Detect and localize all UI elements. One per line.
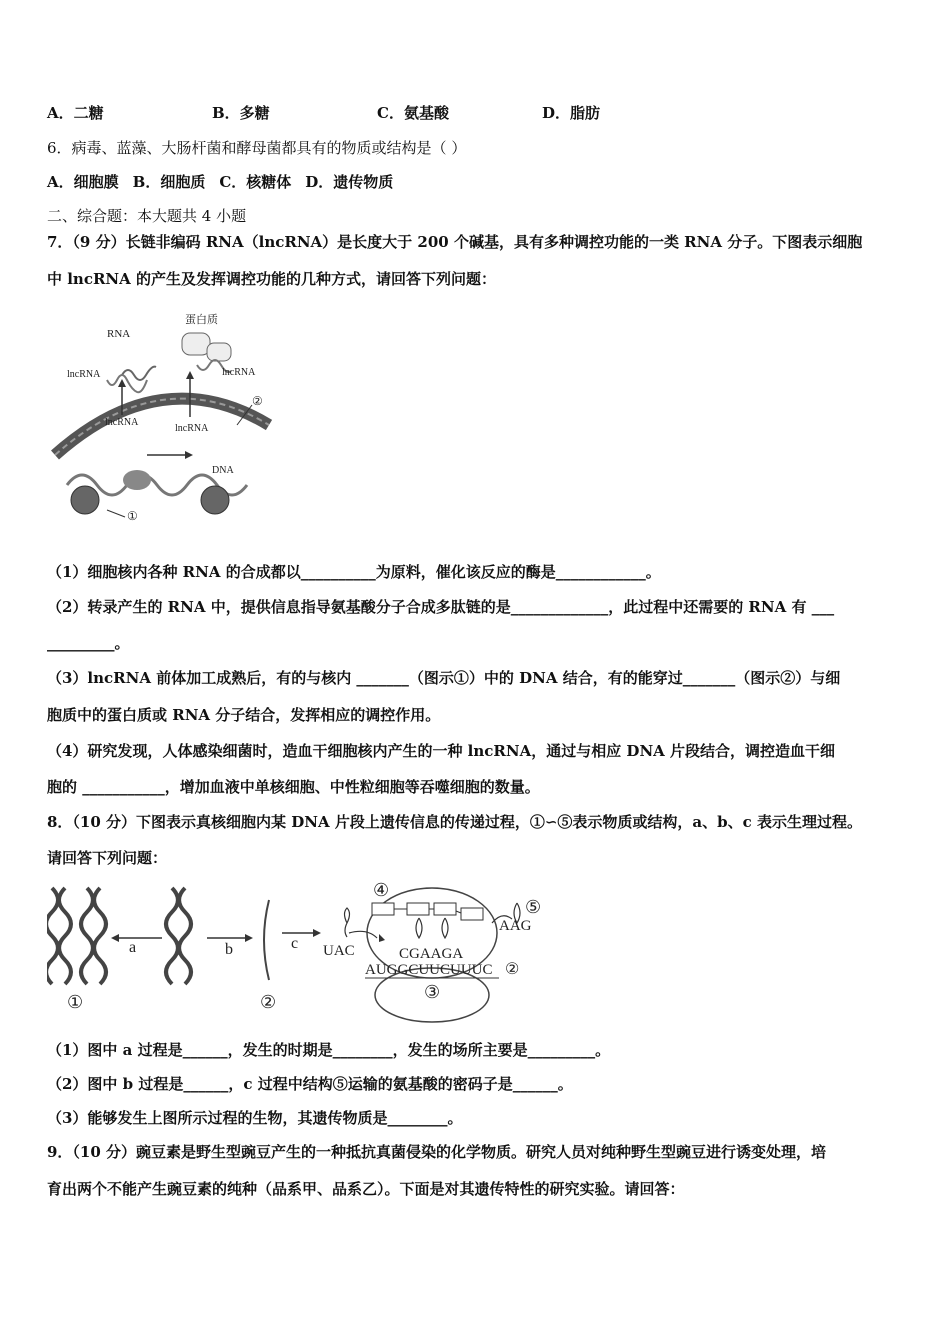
q7-sub4-line1: （4）研究发现，人体感染细菌时，造血干细胞核内产生的一种 lncRNA，通过与相应 DNA 片段结合，调控造血干细 — [47, 742, 836, 760]
label-rna: RNA — [107, 328, 131, 340]
q6-option-b: B．细胞质 — [132, 173, 206, 191]
q5-options — [47, 102, 600, 123]
option-d: D．脂肪 — [542, 104, 601, 122]
protein-shape — [182, 333, 210, 355]
label-a: a — [129, 939, 137, 956]
label-mark-1: ① — [67, 992, 84, 1012]
label-mark-1: ① — [127, 509, 138, 523]
label-mark-4: ④ — [373, 880, 390, 900]
label-aag: AAG — [499, 918, 532, 934]
label-mark-5: ⑤ — [525, 897, 542, 917]
label-lncrna-right: lncRNA — [222, 367, 256, 378]
q7-stem-line1: 7．（9 分）长链非编码 RNA（lncRNA）是长度大于 200 个碱基，具有多种调控功能的一类 RNA 分子。下图表示细胞 — [47, 233, 863, 251]
nuclear-envelope — [55, 399, 269, 455]
label-lncrna-mid2: lncRNA — [175, 423, 209, 434]
label-dna: DNA — [212, 465, 234, 476]
gene-expression-figure — [47, 878, 557, 1028]
q6-option-d: D．遗传物质 — [305, 173, 394, 191]
q6-option-a: A．细胞膜 — [47, 173, 119, 191]
lncrna-figure — [47, 305, 277, 525]
q8-sub2: （2）图中 b 过程是______，c 过程中结构⑤运输的氨基酸的密码子是______。 — [47, 1075, 573, 1093]
option-a: A．二糖 — [47, 104, 104, 122]
option-c: C．氨基酸 — [377, 104, 449, 122]
q8-sub1: （1）图中 a 过程是______，发生的时期是________，发生的场所主要是_________。 — [47, 1041, 611, 1059]
q6-stem: 6．病毒、蓝藻、大肠杆菌和酵母菌都具有的物质或结构是（ ） — [47, 139, 467, 157]
label-mark-2: ② — [252, 394, 263, 408]
nucleosome-left — [71, 486, 99, 514]
label-mark-2-left: ② — [260, 992, 277, 1012]
q9-stem-line1: 9．（10 分）豌豆素是野生型豌豆产生的一种抵抗真菌侵染的化学物质。研究人员对纯种野生型豌豆进行诱变处理，培 — [47, 1143, 827, 1161]
q7-sub1: （1）细胞核内各种 RNA 的合成都以__________为原料，催化该反应的酶是____________。 — [47, 563, 661, 581]
q7-sub4-line2: 胞的 ___________，增加血液中单核细胞、中性粒细胞等吞噬细胞的数量。 — [47, 778, 540, 796]
label-b: b — [225, 941, 233, 958]
mrna-strand — [264, 900, 269, 980]
q9-stem-line2: 育出两个不能产生豌豆素的纯种（品系甲、品系乙）。下面是对其遗传特性的研究实验。请回答： — [47, 1180, 685, 1198]
q8-stem-line1: 8．（10 分）下图表示真核细胞内某 DNA 片段上遗传信息的传递过程，①∽⑤表示物质或结构，a、b、c 表示生理过程。 — [47, 813, 862, 831]
rna-strand — [122, 367, 156, 380]
label-anticodons: CGAAGA — [399, 946, 464, 962]
peptide-box-1 — [372, 903, 394, 915]
label-mrna-sequence: AUGGCUUCUUUC — [365, 962, 493, 978]
q7-sub3-line2: 胞质中的蛋白质或 RNA 分子结合，发挥相应的调控作用。 — [47, 706, 441, 724]
q8-sub3: （3）能够发生上图所示过程的生物，其遗传物质是________。 — [47, 1109, 463, 1127]
q6-option-c: C．核糖体 — [219, 173, 292, 191]
q7-sub3-line1: （3）lncRNA 前体加工成熟后，有的与核内 _______（图示①）中的 DNA 结合，有的能穿过_______（图示②）与细 — [47, 669, 841, 687]
label-mark-2-right: ② — [505, 961, 520, 978]
section-heading: 二、综合题：本大题共 4 小题 — [47, 207, 247, 225]
q7-sub2-line1: （2）转录产生的 RNA 中，提供信息指导氨基酸分子合成多肽链的是_____________，此过程中还需要的 RNA 有 ___ — [47, 598, 835, 616]
polymerase-shape — [123, 470, 151, 490]
label-lncrna-mid1: lncRNA — [105, 417, 139, 428]
nucleosome-right — [201, 486, 229, 514]
label-c: c — [291, 935, 299, 952]
label-uac: UAC — [323, 943, 355, 959]
label-protein: 蛋白质 — [185, 314, 218, 326]
q7-sub2-line2: _________。 — [47, 634, 130, 652]
option-b: B．多糖 — [212, 104, 270, 122]
label-lncrna-left: lncRNA — [67, 369, 101, 380]
lncrna-left-strand — [107, 375, 147, 392]
q8-stem-line2: 请回答下列问题： — [47, 849, 168, 867]
label-mark-3: ③ — [424, 982, 441, 1002]
q6-options — [47, 171, 393, 192]
q7-stem-line2: 中 lncRNA 的产生及发挥调控功能的几种方式，请回答下列问题： — [47, 270, 496, 288]
